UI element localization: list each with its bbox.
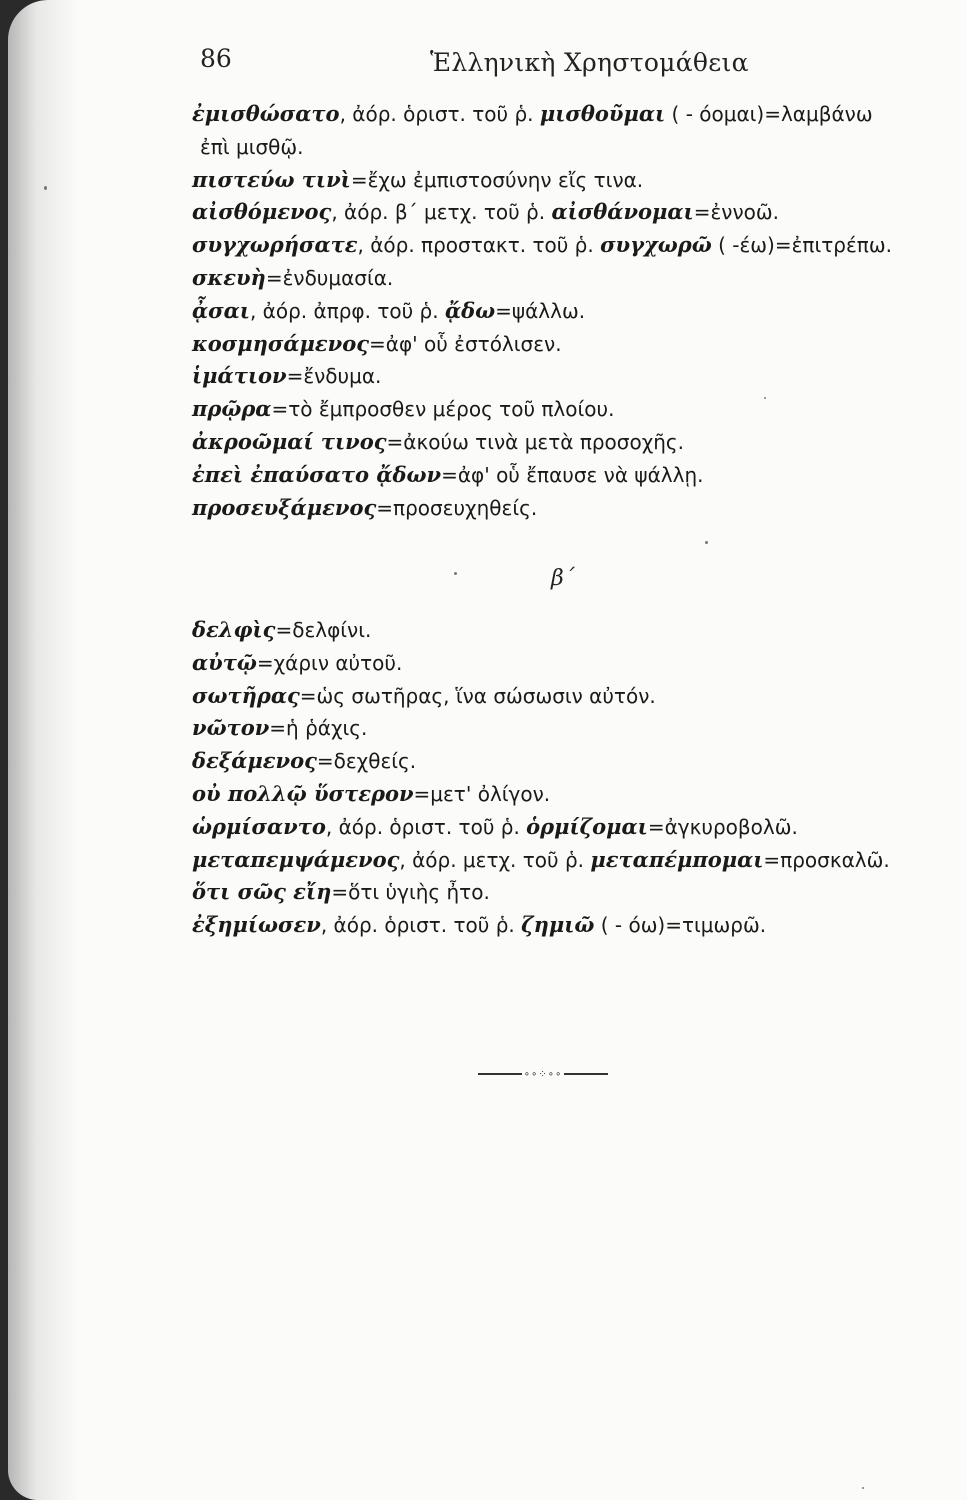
gloss-definition: =ψάλλω. <box>495 298 586 323</box>
gloss-definition: =ἀγκυροβολῶ. <box>647 814 798 839</box>
gloss-definition: =ὅτι ὑγιὴς ἦτο. <box>331 880 490 905</box>
gloss-lemma: ὅτι σῶς εἴη <box>192 879 332 905</box>
gloss-entry <box>192 909 952 942</box>
gloss-entry <box>192 295 952 328</box>
gloss-definition: , ἀόρ. προστακτ. τοῦ ῥ. <box>357 233 601 258</box>
gloss-entry <box>192 647 952 680</box>
gutter-shadow <box>8 0 78 1500</box>
gloss-definition: =ἐνδυμασία. <box>265 265 394 290</box>
gloss-entry <box>192 876 952 909</box>
gloss-definition: , ἀόρ. β΄ μετχ. τοῦ ῥ. <box>331 200 552 225</box>
paper-speck <box>862 1487 864 1489</box>
gloss-entry <box>192 459 952 492</box>
gloss-definition: =ἔνδυμα. <box>286 364 382 389</box>
gloss-definition: =ἀφ' οὗ ἐστόλισεν. <box>369 331 562 356</box>
gloss-definition: =ἐννοῶ. <box>693 200 779 225</box>
gloss-entry <box>192 614 952 647</box>
glossary-section-beta <box>192 614 952 942</box>
gloss-entry <box>192 229 952 262</box>
gloss-lemma: ὡρμίσαντο <box>192 813 326 839</box>
book-page <box>8 0 967 1500</box>
gloss-definition: =μετ' ὀλίγον. <box>413 781 551 806</box>
ornament-glyph: ∘∘⁘∘∘ <box>523 1068 563 1080</box>
gloss-lemma: μισθοῦμαι <box>539 101 666 126</box>
gloss-definition: , ἀόρ. ὁριστ. τοῦ ῥ. <box>320 913 522 938</box>
gloss-lemma: συγχωρῶ <box>600 232 712 258</box>
gloss-lemma: μεταπεμψάμενος <box>192 846 400 872</box>
gloss-lemma: σκευὴ <box>192 264 266 290</box>
gloss-definition: =ἔχω ἐμπιστοσύνην εἴς τινα. <box>350 167 644 192</box>
gloss-definition: , ἀόρ. ὁριστ. τοῦ ῥ. <box>339 102 540 126</box>
gloss-lemma: πιστεύω τινὶ <box>192 166 351 192</box>
gloss-definition: =προσκαλῶ. <box>763 847 890 872</box>
gloss-lemma: ᾆσαι <box>192 297 250 323</box>
gloss-lemma: αὐτῷ <box>192 649 257 675</box>
section-mark: β΄ <box>551 566 575 591</box>
gloss-entry <box>192 426 952 459</box>
gloss-entry <box>192 262 952 295</box>
gloss-entry <box>192 680 952 713</box>
gloss-entry <box>192 196 952 229</box>
gloss-lemma: κοσμησάμενος <box>192 330 370 356</box>
gloss-entry <box>192 811 952 844</box>
gloss-definition: , ἀόρ. ὁριστ. τοῦ ῥ. <box>325 814 527 839</box>
gloss-lemma: ζημιῶ <box>521 912 595 938</box>
gloss-definition: ( - όω)=τιμωρῶ. <box>594 913 767 938</box>
gloss-entry <box>192 328 952 361</box>
gloss-lemma: ἀκροῶμαί τινος <box>192 428 387 454</box>
paper-speck <box>44 186 47 190</box>
paper-speck <box>454 572 457 575</box>
gloss-lemma: οὐ πολλῷ ὕστερον <box>192 780 414 806</box>
gloss-entry <box>192 164 952 197</box>
gloss-lemma: ἐξημίωσεν <box>192 912 321 938</box>
gloss-definition: =προσευχηθείς. <box>376 495 538 520</box>
gloss-lemma: αἰσθάνομαι <box>551 199 694 225</box>
gloss-entry <box>192 98 952 131</box>
gloss-lemma: ἐμισθώσατο <box>192 101 340 126</box>
gloss-entry <box>192 712 952 745</box>
paper-speck <box>764 397 766 399</box>
gloss-definition: =δεχθείς. <box>316 749 417 774</box>
gloss-entry <box>192 393 952 426</box>
gloss-lemma: ᾄδω <box>444 297 496 323</box>
gloss-lemma: νῶτον <box>192 715 270 741</box>
gloss-lemma: ἱμάτιον <box>192 363 287 389</box>
gloss-definition: =δελφίνι. <box>275 618 372 642</box>
gloss-definition: , ἀόρ. ἀπρφ. τοῦ ῥ. <box>249 298 445 323</box>
gloss-definition: =ὡς σωτῆρας, ἵνα σώσωσιν αὐτόν. <box>299 683 656 708</box>
gloss-entry <box>192 360 952 393</box>
glossary-section-alpha <box>192 98 952 524</box>
page-header <box>8 44 967 84</box>
running-title: Ἑλληνικὴ Χρηστομάθεια <box>430 48 749 77</box>
gloss-entry <box>192 778 952 811</box>
gloss-lemma: πρῷρα <box>192 396 272 422</box>
gloss-definition: =ἀφ' οὗ ἔπαυσε νὰ ψάλλῃ. <box>441 462 704 487</box>
gloss-definition: =ἀκούω τινὰ μετὰ προσοχῆς. <box>386 429 685 454</box>
paper-speck <box>705 541 708 544</box>
page-number: 86 <box>200 44 232 73</box>
gloss-lemma: προσευξάμενος <box>192 494 377 520</box>
gloss-lemma: δεξάμενος <box>192 748 317 774</box>
gloss-definition: =ἡ ῥάχις. <box>269 716 368 741</box>
gloss-lemma: συγχωρήσατε <box>192 232 358 258</box>
gloss-lemma: αἰσθόμενος <box>192 199 332 225</box>
gloss-lemma: μεταπέμπομαι <box>590 846 764 872</box>
gloss-definition: ( - όομαι)=λαμβάνω <box>665 102 873 126</box>
gloss-definition: =χάριν αὐτοῦ. <box>256 650 403 675</box>
gloss-entry <box>192 844 952 877</box>
gloss-entry-continuation <box>192 131 952 164</box>
gloss-entry <box>192 492 952 525</box>
gloss-definition: =τὸ ἔμπροσθεν μέρος τοῦ πλοίου. <box>271 397 615 422</box>
gloss-entry <box>192 745 952 778</box>
gloss-lemma: ὁρμίζομαι <box>526 813 648 839</box>
end-ornament <box>478 1064 608 1084</box>
gloss-lemma: δελφὶς <box>192 617 276 642</box>
gloss-lemma: ἐπεὶ ἐπαύσατο ᾄδων <box>192 461 442 487</box>
ornament-rule-right <box>564 1073 608 1075</box>
ornament-rule-left <box>478 1073 522 1075</box>
gloss-definition: , ἀόρ. μετχ. τοῦ ῥ. <box>399 847 591 872</box>
gloss-lemma: σωτῆρας <box>192 682 300 708</box>
gloss-definition: ἐπὶ μισθῷ. <box>200 134 304 159</box>
gloss-definition: ( -έω)=ἐπιτρέπω. <box>711 233 892 258</box>
